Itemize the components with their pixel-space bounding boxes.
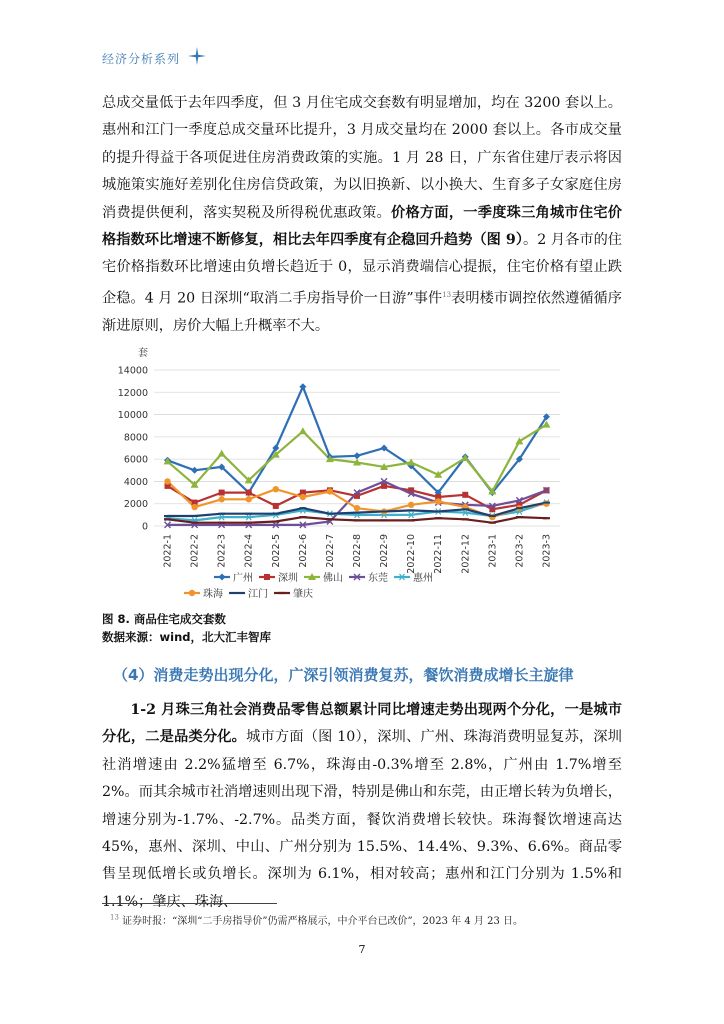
para1-text-b: 。2 月各市的住宅价格指数环比增速由负增长趋近于 0，显示消费端信心提振，住宅价格有望止跌企稳。4 月 20 日深圳“取消二手房指导价一日游”事件 <box>102 232 622 307</box>
x-tick-label: 2022-8 <box>352 534 363 568</box>
x-tick-label: 2022-12 <box>460 534 472 574</box>
data-point <box>327 488 333 494</box>
legend-label: 肇庆 <box>293 589 313 600</box>
series-line <box>168 387 547 493</box>
data-point <box>273 486 279 492</box>
y-axis-label: 套 <box>138 348 148 359</box>
data-point <box>462 510 469 516</box>
x-tick-label: 2022-6 <box>297 534 309 568</box>
line-chart <box>102 340 572 600</box>
series-header: 经济分析系列 <box>102 52 181 66</box>
data-point <box>299 383 306 390</box>
footnote <box>110 912 523 927</box>
para2-text: 城市方面（图 10），深圳、广州、珠海消费明显复苏，深圳社消增速由 2.2%猛增至 6.7%，珠海由-0.3%增至 2.8%，广州由 1.7%增至 2%。而其余城市社消增速则出现下滑，特别是佛山和东莞，由正增长转为负增长，增速分别为-1.7%、-2.7%。品类方面，餐饮消费增长较快。珠海餐饮增速高达 45%，惠州、深圳、中山、广州分别为 15.5%、14.4%、9.3%、6.6%。商品零售呈现低增长或负增长。深圳为 6.1%，相对较高；惠州和江门分别为 1.5%和 1.1%；肇庆、珠海、 <box>102 729 622 910</box>
para1-text-a: 总成交量低于去年四季度，但 3 月住宅成交套数有明显增加，均在 3200 套以上。惠州和江门一季度总成交量环比提升，3 月成交量均在 2000 套以上。各市成交量的提升得益于各项促进住房消费政策的实施。1 月 28 日，广东省住建厅表示将因城施策实施好差别化住房信贷政策，为以旧换新、以小换大、生育多子女家庭住房消费提供便利，落实契税及所得税优惠政策。 <box>102 95 622 221</box>
data-point <box>164 478 170 484</box>
x-tick-label: 2022-9 <box>379 534 391 568</box>
x-tick-label: 2022-11 <box>433 534 445 574</box>
y-tick-label: 2000 <box>123 499 148 511</box>
footnote-ref: 13 <box>442 290 452 299</box>
data-point <box>219 490 225 496</box>
data-point <box>189 590 195 596</box>
para1-bold-text: 价格方面，一季度珠三角城市住宅价格指数环比增速不断修复，相比去年四季度有企稳回升趋势（图 9） <box>102 204 622 249</box>
body-paragraph-1 <box>102 90 622 340</box>
legend-label: 东莞 <box>368 573 388 584</box>
body-paragraph-2 <box>102 697 622 916</box>
figure-caption: 图 8. 商品住宅成交套数 <box>102 612 226 626</box>
data-point <box>354 505 360 511</box>
para1-text-c: 表明楼市调控依然遵循循序渐进原则，房价大幅上升概率不大。 <box>102 290 622 334</box>
data-point <box>246 496 252 502</box>
data-point <box>435 498 441 504</box>
data-point <box>543 501 549 507</box>
data-point <box>245 514 252 520</box>
data-point <box>408 502 414 508</box>
x-tick-label: 2023-2 <box>514 534 526 568</box>
y-tick-label: 6000 <box>123 454 148 466</box>
x-tick-label: 2022-4 <box>243 534 255 568</box>
legend-label: 佛山 <box>323 573 343 584</box>
x-tick-label: 2023-1 <box>487 534 499 568</box>
y-tick-label: 10000 <box>117 410 148 422</box>
x-tick-label: 2022-10 <box>406 534 418 574</box>
y-tick-label: 14000 <box>117 365 148 377</box>
x-tick-label: 2022-2 <box>189 534 201 568</box>
legend-label: 珠海 <box>203 589 223 600</box>
para2-bold-text: 1-2 月珠三角社会消费品零售总额累计同比增速走势出现两个分化，一是城市分化，二是品类分化。 <box>102 702 622 746</box>
legend-label: 惠州 <box>413 573 433 584</box>
legend-label: 广州 <box>233 573 253 584</box>
data-point <box>408 512 415 518</box>
footnote-mark: 13 <box>110 913 119 922</box>
x-tick-label: 2023-3 <box>541 534 553 568</box>
y-tick-label: 0 <box>141 521 148 533</box>
data-point <box>246 490 252 496</box>
data-point <box>399 574 406 580</box>
y-tick-label: 12000 <box>117 387 148 399</box>
y-tick-label: 4000 <box>123 476 148 488</box>
footnote-divider <box>102 903 277 904</box>
data-point <box>218 514 225 520</box>
footnote-text: 证券时报：“深圳“二手房指导价”仍需严格展示，中介平台已改价”，2023 年 4 月 23 日。 <box>122 916 523 927</box>
data-point <box>489 514 495 520</box>
x-tick-label: 2022-1 <box>162 534 174 568</box>
data-point <box>273 503 279 509</box>
data-point <box>218 496 224 502</box>
x-tick-label: 2022-7 <box>324 534 336 568</box>
legend-label: 江门 <box>248 589 268 600</box>
data-point <box>218 450 226 457</box>
sparkle-icon <box>188 47 206 65</box>
data-point <box>462 492 468 498</box>
data-point <box>191 504 197 510</box>
y-tick-label: 8000 <box>123 432 148 444</box>
data-point <box>300 494 306 500</box>
legend-label: 深圳 <box>278 573 298 584</box>
data-point <box>191 467 198 474</box>
data-point <box>299 427 307 434</box>
data-point <box>354 452 361 459</box>
figure-source: 数据来源：wind，北大汇丰智库 <box>102 630 271 644</box>
x-tick-label: 2022-5 <box>270 534 282 568</box>
page-number: 7 <box>358 943 366 956</box>
data-point <box>219 574 226 581</box>
section-title: （4）消费走势出现分化，广深引领消费复苏，餐饮消费成增长主旋律 <box>113 666 574 684</box>
data-point <box>264 574 270 580</box>
x-tick-label: 2022-3 <box>216 534 228 568</box>
